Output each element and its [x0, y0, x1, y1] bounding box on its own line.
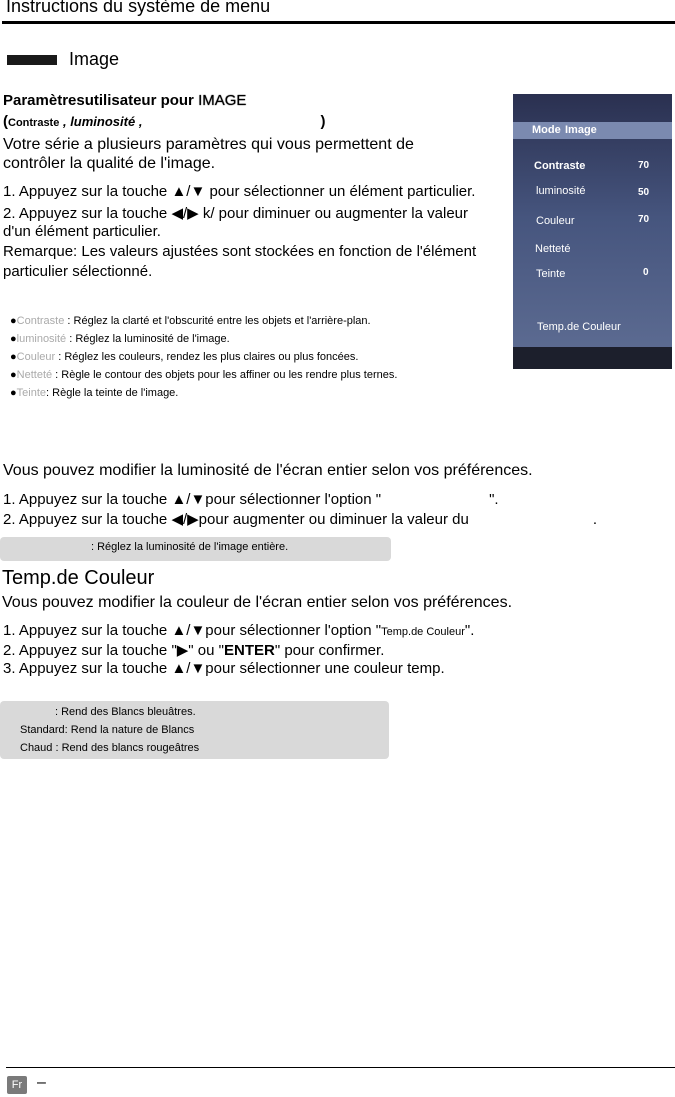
intro-line-2: contrôler la qualité de l'image.: [3, 155, 216, 172]
color-temp-note-line-3: [20, 742, 199, 754]
params-list: [3, 113, 325, 130]
brightness-note-text: : Réglez la luminosité de l'image entière.: [91, 541, 289, 553]
osd-mode-label: Mode: [532, 124, 561, 136]
params-heading: [3, 92, 246, 109]
image-note-line-1: Remarque: Les valeurs ajustées sont stockées en fonction de l'élément: [3, 243, 477, 260]
osd-menu-panel: [513, 94, 672, 369]
bullet-item: ●luminosité : Réglez la luminosité de l'image.: [10, 333, 230, 345]
page-number-dash: –: [37, 1074, 46, 1091]
color-temp-note-line-2: Standard: Rend la nature de Blancs: [20, 724, 195, 736]
brightness-step-1: [3, 491, 499, 508]
color-temp-step-1-prefix: 1. Appuyez sur la touche ▲/▼pour sélectionner l'option ": [3, 622, 382, 639]
image-note-line-2: particulier sélectionné.: [3, 263, 153, 280]
title-rule: [2, 21, 675, 24]
bullet-term: Couleur: [16, 351, 56, 363]
bullet-text: : Réglez les couleurs, rendez les plus claires ou plus foncées.: [55, 351, 359, 363]
osd-item-label: luminosité: [536, 185, 586, 197]
brightness-step-2-suffix: .: [592, 511, 598, 528]
brightness-step-1-prefix: 1. Appuyez sur la touche ▲/▼pour sélectionner l'option ": [3, 491, 382, 508]
bullet-text: : Réglez la luminosité de l'image.: [66, 333, 230, 345]
color-temp-intro: Vous pouvez modifier la couleur de l'écran entier selon vos préférences.: [2, 594, 513, 611]
bullet-item: ●Netteté : Règle le contour des objets pour les affiner ou les rendre plus ternes.: [10, 369, 398, 381]
params-heading-text: Paramètresutilisateur pour: [3, 92, 194, 109]
color-temp-note-line-3-text: : Rend des blancs rougeâtres: [52, 742, 200, 754]
footer-rule: [6, 1067, 675, 1068]
close-paren: ): [320, 113, 326, 130]
language-badge: Fr: [7, 1076, 27, 1094]
params-list-sep2: ,: [135, 114, 143, 129]
color-temp-step-2-prefix: 2. Appuyez sur la touche "▶" ou ": [3, 642, 224, 659]
color-temp-step-1-option: Temp.de Couleur: [381, 626, 465, 638]
osd-item-value: 70: [638, 160, 650, 171]
osd-item-label: Netteté: [535, 243, 571, 255]
brightness-step-2-prefix: 2. Appuyez sur la touche ◀/▶pour augmenter ou diminuer la valeur du: [3, 511, 469, 528]
osd-color-temp: Temp.de Couleur: [537, 321, 621, 333]
bullet-item: ●Teinte: Règle la teinte de l'image.: [10, 387, 179, 399]
bullet-term: luminosité: [16, 333, 67, 345]
osd-item-value: 50: [638, 187, 650, 198]
bullet-term: Teinte: [16, 387, 47, 399]
bullet-item: ●Contraste : Réglez la clarté et l'obscurité entre les objets et l'arrière-plan.: [10, 315, 371, 327]
osd-item-label: Couleur: [536, 215, 575, 227]
intro-line-1: Votre série a plusieurs paramètres qui vous permettent de: [3, 136, 414, 153]
open-paren: (: [3, 113, 8, 130]
section-heading: Image: [69, 49, 120, 69]
osd-mode-value: Image: [565, 124, 597, 136]
osd-mode-row: [513, 122, 672, 139]
params-list-contrast: Contraste: [8, 117, 60, 129]
bullet-text: : Règle le contour des objets pour les affiner ou les rendre plus ternes.: [52, 369, 398, 381]
brightness-intro: Vous pouvez modifier la luminosité de l'écran entier selon vos préférences.: [3, 462, 533, 479]
osd-item-value: 70: [638, 214, 650, 225]
color-temp-step-2-suffix: " pour confirmer.: [274, 642, 385, 659]
color-temp-step-3: 3. Appuyez sur la touche ▲/▼pour sélectionner une couleur temp.: [3, 660, 445, 677]
bullet-term: Netteté: [16, 369, 53, 381]
brightness-note-box: [0, 537, 391, 561]
params-list-brightness: luminosité: [70, 114, 136, 129]
params-heading-word: IMAGE: [198, 92, 247, 109]
bullet-term: Contraste: [16, 315, 65, 327]
section-marker-bar: [7, 55, 57, 65]
params-list-sep1: ,: [59, 114, 71, 129]
color-temp-step-1-suffix: ".: [464, 622, 475, 639]
brightness-step-1-suffix: ".: [489, 491, 499, 508]
bullet-text: : Réglez la clarté et l'obscurité entre les objets et l'arrière-plan.: [64, 315, 371, 327]
color-temp-step-2-bold: ENTER: [223, 642, 275, 659]
color-temp-step-1: [3, 622, 474, 639]
color-temp-heading: Temp.de Couleur: [2, 567, 155, 589]
color-temp-note-box: [0, 701, 389, 759]
osd-item-label: Teinte: [536, 268, 566, 280]
page-title: Instructions du système de menu: [6, 0, 271, 16]
image-step-2-line-2: d'un élément particulier.: [3, 223, 161, 240]
bullet-item: ●Couleur : Réglez les couleurs, rendez les plus claires ou plus foncées.: [10, 351, 359, 363]
image-step-1: 1. Appuyez sur la touche ▲/▼ pour sélectionner un élément particulier.: [3, 183, 476, 200]
osd-item-value: 0: [643, 267, 649, 278]
brightness-step-2: [3, 510, 597, 528]
color-temp-note-line-1: : Rend des Blancs bleuâtres.: [55, 706, 196, 718]
color-temp-step-2: [3, 641, 384, 659]
osd-item-label: Contraste: [534, 160, 586, 172]
image-step-2-line-1: 2. Appuyez sur la touche ◀/▶ k/ pour diminuer ou augmenter la valeur: [3, 205, 468, 222]
color-temp-note-line-3-label: Chaud: [20, 742, 53, 754]
osd-footer-bar: [513, 347, 672, 369]
bullet-text: : Règle la teinte de l'image.: [46, 387, 179, 399]
